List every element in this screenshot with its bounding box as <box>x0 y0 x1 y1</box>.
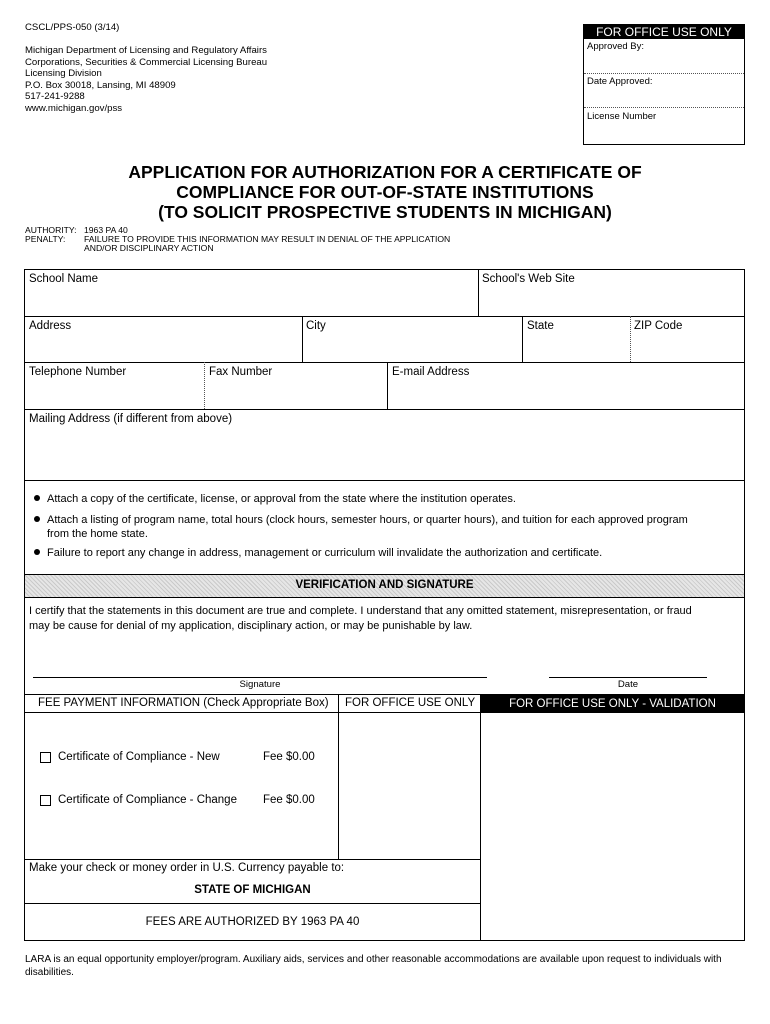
penalty-text: FAILURE TO PROVIDE THIS INFORMATION MAY RESULT IN DENIAL OF THE APPLICATION <box>84 234 451 244</box>
mailing-address-input[interactable] <box>25 429 744 479</box>
divider <box>584 73 744 74</box>
school-name-label: School Name <box>29 273 99 285</box>
fax-input[interactable] <box>205 382 386 408</box>
payable-to-text: Make your check or money order in U.S. Currency payable to: <box>29 862 345 874</box>
mailing-address-label: Mailing Address (if different from above) <box>29 413 233 425</box>
form-title-line: COMPLIANCE FOR OUT-OF-STATE INSTITUTIONS <box>176 182 594 202</box>
city-label: City <box>306 320 326 332</box>
signature-line <box>33 677 487 678</box>
school-name-input[interactable] <box>25 289 477 315</box>
verification-heading: VERIFICATION AND SIGNATURE <box>295 579 474 591</box>
certificate-new-checkbox[interactable] <box>40 752 51 763</box>
city-input[interactable] <box>303 336 521 361</box>
email-label: E-mail Address <box>392 366 470 378</box>
agency-line: 517-241-9288 <box>25 91 85 103</box>
date-label: Date <box>617 679 639 690</box>
form-title-line: (TO SOLICIT PROSPECTIVE STUDENTS IN MICHIGAN) <box>158 202 612 222</box>
agency-line: Corporations, Securities & Commercial Licensing Bureau <box>25 56 268 68</box>
office-use-heading: FOR OFFICE USE ONLY <box>584 25 744 39</box>
instruction-item-continued: from the home state. <box>47 528 148 540</box>
instruction-item: Attach a copy of the certificate, license, or approval from the state where the institution operates. <box>34 492 516 506</box>
validation-heading: FOR OFFICE USE ONLY - VALIDATION <box>481 695 744 713</box>
zip-code-input[interactable] <box>631 336 744 361</box>
telephone-label: Telephone Number <box>29 366 127 378</box>
license-number-label: License Number <box>587 111 657 122</box>
email-input[interactable] <box>388 382 744 408</box>
approved-by-label: Approved By: <box>587 41 645 52</box>
authority-label: AUTHORITY: <box>25 225 77 235</box>
instruction-item: Failure to report any change in address, management or curriculum will invalidate the authorization and certificate. <box>34 546 602 560</box>
instruction-item: Attach a listing of program name, total hours (clock hours, semester hours, or quarter hours), and tuition for each approved program <box>34 513 688 527</box>
date-input[interactable] <box>549 648 707 676</box>
bullet-icon <box>34 495 40 501</box>
certificate-new-label: Certificate of Compliance - New <box>58 751 220 763</box>
certificate-change-fee: Fee $0.00 <box>263 794 315 806</box>
divider <box>584 107 744 108</box>
signature-label: Signature <box>239 679 281 690</box>
certificate-change-checkbox[interactable] <box>40 795 51 806</box>
zip-code-label: ZIP Code <box>634 320 683 332</box>
state-label: State <box>527 320 554 332</box>
fax-label: Fax Number <box>209 366 273 378</box>
bullet-icon <box>34 516 40 522</box>
address-input[interactable] <box>25 336 301 361</box>
agency-line: Michigan Department of Licensing and Regulatory Affairs <box>25 45 267 56</box>
date-line <box>549 677 707 678</box>
address-label: Address <box>29 320 72 332</box>
form-title-line: APPLICATION FOR AUTHORIZATION FOR A CERTIFICATE OF <box>128 162 642 182</box>
form-id: CSCL/PPS-050 (3/14) <box>25 22 120 33</box>
fee-payment-heading: FEE PAYMENT INFORMATION (Check Appropriate Box) <box>38 697 329 709</box>
certificate-change-label: Certificate of Compliance - Change <box>58 794 237 806</box>
agency-line: P.O. Box 30018, Lansing, MI 48909 <box>25 79 176 91</box>
fee-office-use-heading: FOR OFFICE USE ONLY <box>345 697 476 709</box>
date-approved-label: Date Approved: <box>587 76 653 87</box>
fees-authorized-text: FEES ARE AUTHORIZED BY 1963 PA 40 <box>145 916 360 928</box>
agency-address <box>25 45 267 115</box>
authority-value: 1963 PA 40 <box>84 225 128 235</box>
telephone-input[interactable] <box>25 382 203 408</box>
signature-input[interactable] <box>33 648 487 676</box>
penalty-label: PENALTY: <box>25 234 66 244</box>
equal-opportunity-notice: LARA is an equal opportunity employer/program. Auxiliary aids, services and other reasonable accommodations are available upon request to individuals with disabilities. <box>25 954 722 978</box>
payee-name: STATE OF MICHIGAN <box>194 884 311 896</box>
agency-line: Licensing Division <box>25 68 102 80</box>
certificate-new-fee: Fee $0.00 <box>263 751 315 763</box>
penalty-text: AND/OR DISCIPLINARY ACTION <box>84 243 214 253</box>
certification-statement: I certify that the statements in this document are true and complete. I understand that any omitted statement, misrepresentation, or fraud may be cause for denial of my application, disciplinary action, or may be punishable by law. <box>29 605 692 632</box>
school-web-site-input[interactable] <box>479 289 744 315</box>
agency-line: www.michigan.gov/pss <box>25 102 123 114</box>
state-input[interactable] <box>523 336 629 361</box>
school-web-site-label: School's Web Site <box>482 273 575 285</box>
bullet-icon <box>34 549 40 555</box>
